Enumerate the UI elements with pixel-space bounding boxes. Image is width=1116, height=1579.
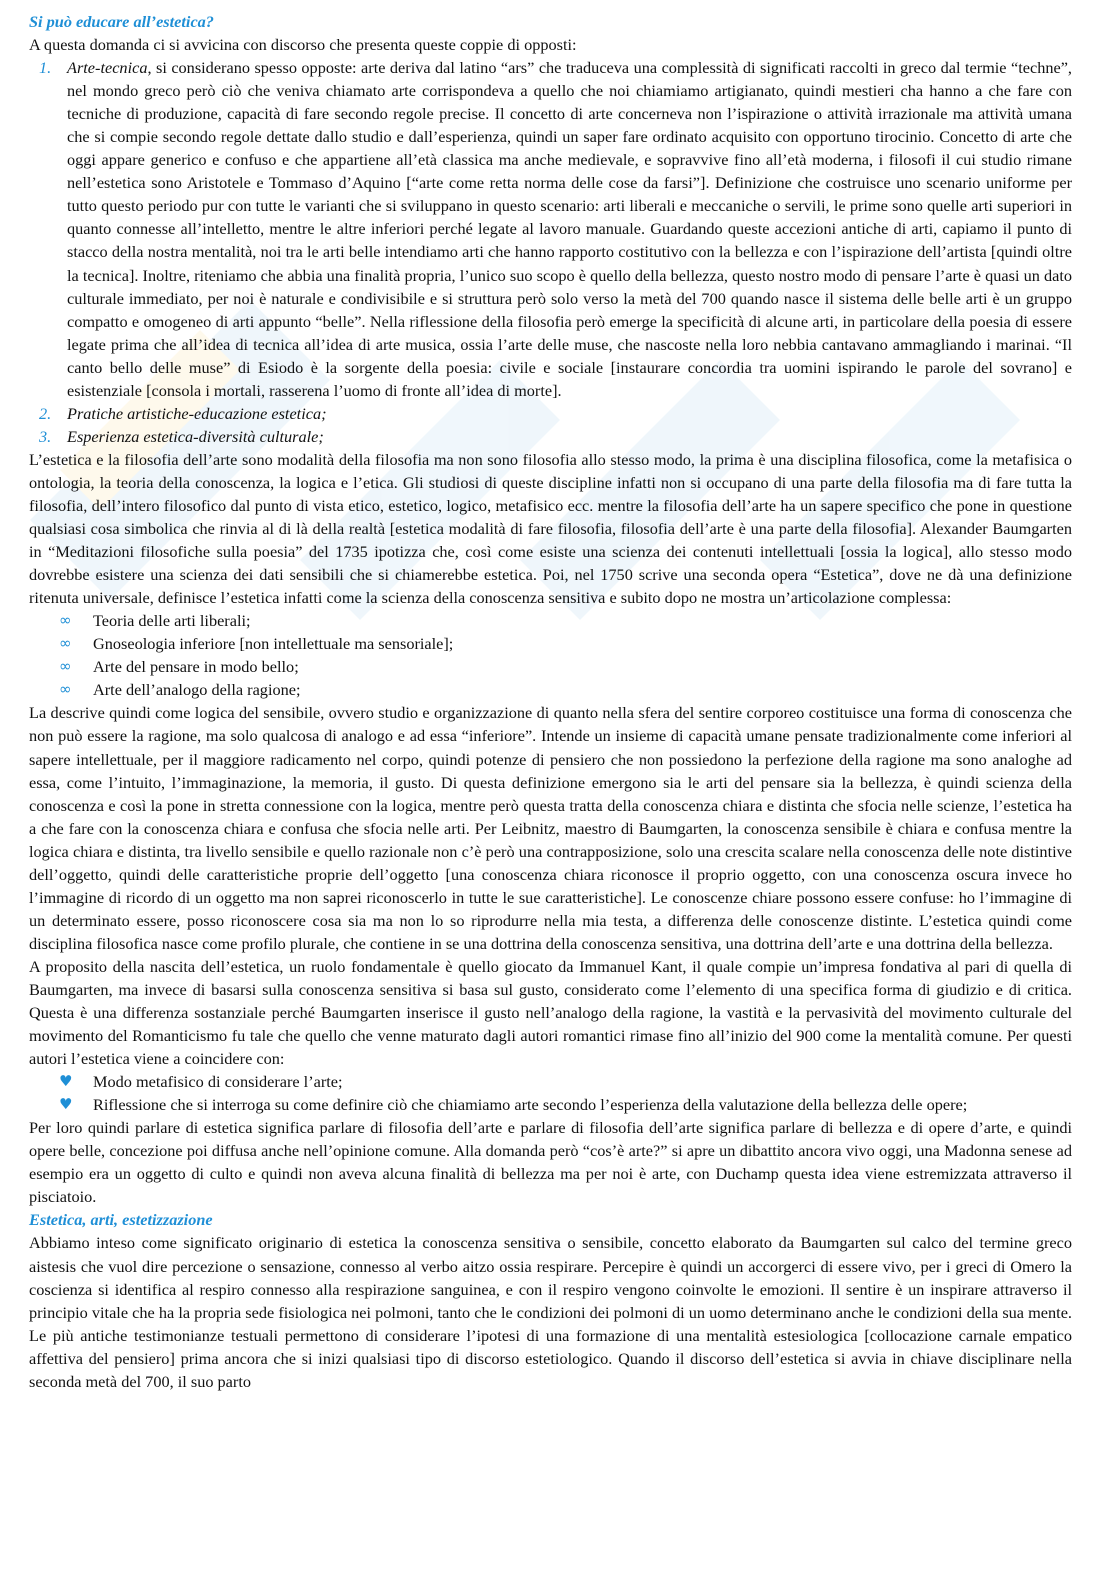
- list-item: [29, 402, 1072, 425]
- paragraph-kant: A proposito della nascita dell’estetica, un ruolo fondamentale è quello giocato da Immanuel Kant, il quale compie un’impresa fondativa al pari di quella di Baumgarten, ma invece di basarsi sulla conoscenza sensitiva si basa sul gusto, considerato come l’elemento di una specifica forma di giudizio e di critica. Questa è una differenza sostanziale perché Baumgarten inserisce il gusto nell’analogo della ragione, la vastità e la pervasività del movimento culturale del movimento del Romanticismo fu tale che quello che venne maturato dagli autori romantici rimase fino all’inizio del 900 come la mentalità comune. Per questi autori l’estetica viene a coincidere con:: [29, 956, 1072, 1069]
- heart-bullet-icon: ♥: [59, 1072, 73, 1091]
- list-item: ♥ Riflessione che si interroga su come definire ciò che chiamiamo arte secondo l’esperienza della valutazione della bellezza delle opere;: [29, 1093, 1072, 1116]
- paragraph-aistesis: Abbiamo inteso come significato originario di estetica la conoscenza sensitiva o sensibile, concetto elaborato da Baumgarten sul calco del termine greco aistesis che vuol dire percezione o sensazione, connesso al verbo aitzo ossia respirare. Percepire è quindi un accorgerci di essere vivo, per i greci di Omero la coscienza si identifica al respiro connesso alla respirazione sanguinea, e con il respiro vengono coinvolte le emozioni. Il sentire è un inspirare attraverso il principio vitale che ha la propria sede fisiologica nei polmoni, tanto che le condizioni dei polmoni di un uomo determinano anche le condizioni della sua mente. Le più antiche testimonianze testuali permettono di considerare l’ipotesi di una formazione di una mentalità estesiologica [collocazione carnale empatico affettiva del pensiero] prima ancora che si inizi qualsiasi tipo di discorso estetiologico. Quando il discorso dell’estetica si avvia in chiave disciplinare nella seconda metà del 700, il suo parto: [29, 1233, 1072, 1391]
- bullet-list-heart: [29, 1070, 1072, 1116]
- list-text: , si considerano spesso opposte: arte deriva dal latino “ars” che traduceva una complessità di significati raccolti in greco dal termie “techne”, nel mondo greco però ciò che veniva chiamato arte corrispondeva a quello che noi chiamiamo artigianato, quindi mestieri cha hanno a che fare con tecniche di produzione, capacità di fare secondo regole precise. Il concetto di arte concerneva non l’ispirazione o attività irrazionale ma attività umana che si compie secondo regole dettate dallo studio e dall’esperienza, quindi un saper fare ordinato acquisito con opportuno tirocinio. Concetto di arte che oggi appare generico e confuso e che appartiene all’età classica ma anche medievale, e sopravvive fino all’età moderna, i filosofi il cui studio rimane nell’estetica sono Aristotele e Tommaso d’Aquino [“arte come retta norma delle cose da farsi”]. Definizione che costruisce uno scenario uniforme per tutto questo periodo pur con tutte le varianti che si sviluppano in questo scenario: arti liberali e meccaniche o servili, le prime sono quelle arti superiori in quanto connesse all’intelletto, mentre le altre inferiori perché legate al lavoro manuale. Guardando queste accezioni antiche di arti, capiamo il punto di stacco della nostra mentalità, noi tra le arti belle intendiamo arti che hanno rapporto costitutivo con la bellezza e con l’ispirazione dell’artista [quindi oltre la tecnica]. Inoltre, riteniamo che abbia una finalità propria, l’unico suo scopo è quello della bellezza, questo nostro modo di pensare l’arte è quasi un dato culturale immediato, per noi è naturale e condivisibile e si struttura però solo verso la metà del 700 quando nasce il sistema delle belle arti è un gruppo compatto e omogeneo di arti appunto “belle”. Nella riflessione della filosofia però emerge la specificità di alcune arti, in particolare della poesia di essere legate prima che all’idea di tecnica all’idea di arte musica, ossia l’arte delle muse, che nascoste nella loro nebbia cantavano ammagliando i marinai. “Il canto bello delle muse” di Esiodo è la sorgente della poesia: civile e sociale [instaurare concordia tra uomini ispirando le parole del sovrano] e esistenziale [consola i mortali, rasserena l’uomo di fronte all’idea di morte].: [67, 58, 1072, 400]
- list-number: 2.: [39, 403, 52, 423]
- section-title-educare: Si può educare all’estetica?: [29, 12, 214, 31]
- numbered-list: [29, 56, 1072, 448]
- list-number: 1.: [39, 58, 52, 78]
- intro-paragraph: A questa domanda ci si avvicina con discorso che presenta queste coppie di opposti:: [29, 35, 577, 55]
- section-title-estetica-arti: Estetica, arti, estetizzazione: [29, 1210, 213, 1230]
- list-label: Pratiche artistiche-educazione estetica;: [67, 403, 327, 423]
- infinity-bullet-icon: ∞: [59, 611, 72, 630]
- list-item: ♥ Modo metafisico di considerare l’arte;: [29, 1070, 1072, 1093]
- infinity-bullet-icon: ∞: [59, 634, 72, 653]
- list-label: Arte-tecnica: [67, 58, 148, 78]
- list-item: ∞ Teoria delle arti liberali;: [29, 609, 1072, 632]
- list-item: [29, 56, 1072, 402]
- list-item: ∞ Arte dell’analogo della ragione;: [29, 678, 1072, 701]
- infinity-bullet-icon: ∞: [59, 657, 72, 676]
- list-label: Esperienza estetica-diversità culturale;: [67, 426, 324, 446]
- list-number: 3.: [39, 426, 52, 446]
- infinity-bullet-icon: ∞: [59, 680, 72, 699]
- paragraph-estetica-filosofia: L’estetica e la filosofia dell’arte sono modalità della filosofia ma non sono filosofia allo stesso modo, la prima è una disciplina filosofica, come la metafisica o ontologia, la teoria della conoscenza, la logica e l’etica. Gli studiosi di queste discipline infatti non si occupano di una parte della filosofia ma di fare tutta la filosofia, dell’intero filosofico dal punto di vista etico, estetico, logico, metafisico ecc. mentre la filosofia dell’arte ha un sapere specifico che pone in questione qualsiasi cosa simbolica che rinvia al di là della realtà [estetica modalità di fare filosofia, filosofia dell’arte è una parte della filosofia]. Alexander Baumgarten in “Meditazioni filosofiche sulla poesia” del 1735 ipotizza che, così come esiste una scienza dei contenuti intellettuali [ossia la logica], allo stesso modo dovrebbe esistere una scienza dei dati sensibili che si chiamerebbe estetica. Poi, nel 1750 scrive una seconda opera “Estetica”, dove ne dà una definizione ritenuta universale, definisce l’estetica infatti come la scienza della conoscenza sensitiva e subito dopo ne mostra un’articolazione complessa:: [29, 449, 1072, 608]
- paragraph-logica-sensibile: La descrive quindi come logica del sensibile, ovvero studio e organizzazione di quanto nella sfera del sentire corporeo costituisce una forma di conoscenza che non può essere la ragione, ma solo qualcosa di analogo e ad essa “inferiore”. Intende un insieme di capacità umane pensate tradizionalmente come inferiori al sapere intellettuale, per il maggiore radicamento nel corpo, quindi potenze di pensiero che non possiedono la perfezione della ragione ma sono analoghe ad essa, come l’intuito, l’immaginazione, la memoria, il gusto. Di questa definizione emergono sia le arti del pensare sia la bellezza, è quindi scienza della conoscenza e così la pone in stretta connessione con la logica, mentre però questa tratta della conoscenza chiara e distinta che sfocia nelle scienze, l’estetica ha a che fare con la conoscenza chiara e confusa che sfocia nelle arti. Per Leibnitz, maestro di Baumgarten, la conoscenza sensibile è chiara e confusa mentre la logica chiara e distinta, tra livello sensibile e quello razionale non c’è però una contrapposizione, solo una crescita scalare nella conoscenza delle note distintive dell’oggetto, quindi delle caratteristiche proprie dell’oggetto [una conoscenza chiara riconosce il proprio oggetto, con una conoscenza oscura invece ho l’immagine di ricordo di un oggetto ma non saprei riconoscerlo in tutte le sue caratteristiche]. Le conoscenze chiare possono essere confuse: ho l’immagine di un determinato essere, posso riconoscere cosa sia ma non lo so riprodurre nella mia testa, a differenza delle conoscenze distinte. L’estetica quindi come disciplina filosofica nasce come profilo plurale, che contiene in se una dottrina della conoscenza sensitiva, una dottrina dell’arte e una dottrina della bellezza.: [29, 703, 1072, 953]
- bullet-list-infinity: [29, 609, 1072, 701]
- paragraph-romantici: Per loro quindi parlare di estetica significa parlare di filosofia dell’arte e parlare di filosofia dell’arte significa parlare di bellezza e di opere d’arte, e quindi opere belle, concezione poi diffusa anche nell’opinione comune. Alla domanda però “cos’è arte?” si apre un dibattito ancora vivo oggi, una Madonna senese ad esempio era un oggetto di culto e quindi non aveva alcuna finalità di bellezza ma per noi è arte, con Duchamp questa idea viene estremizzata attraverso il pisciatoio.: [29, 1118, 1072, 1207]
- list-item: ∞ Gnoseologia inferiore [non intellettuale ma sensoriale];: [29, 632, 1072, 655]
- heart-bullet-icon: ♥: [59, 1095, 73, 1114]
- list-item: [29, 425, 1072, 448]
- list-item: ∞ Arte del pensare in modo bello;: [29, 655, 1072, 678]
